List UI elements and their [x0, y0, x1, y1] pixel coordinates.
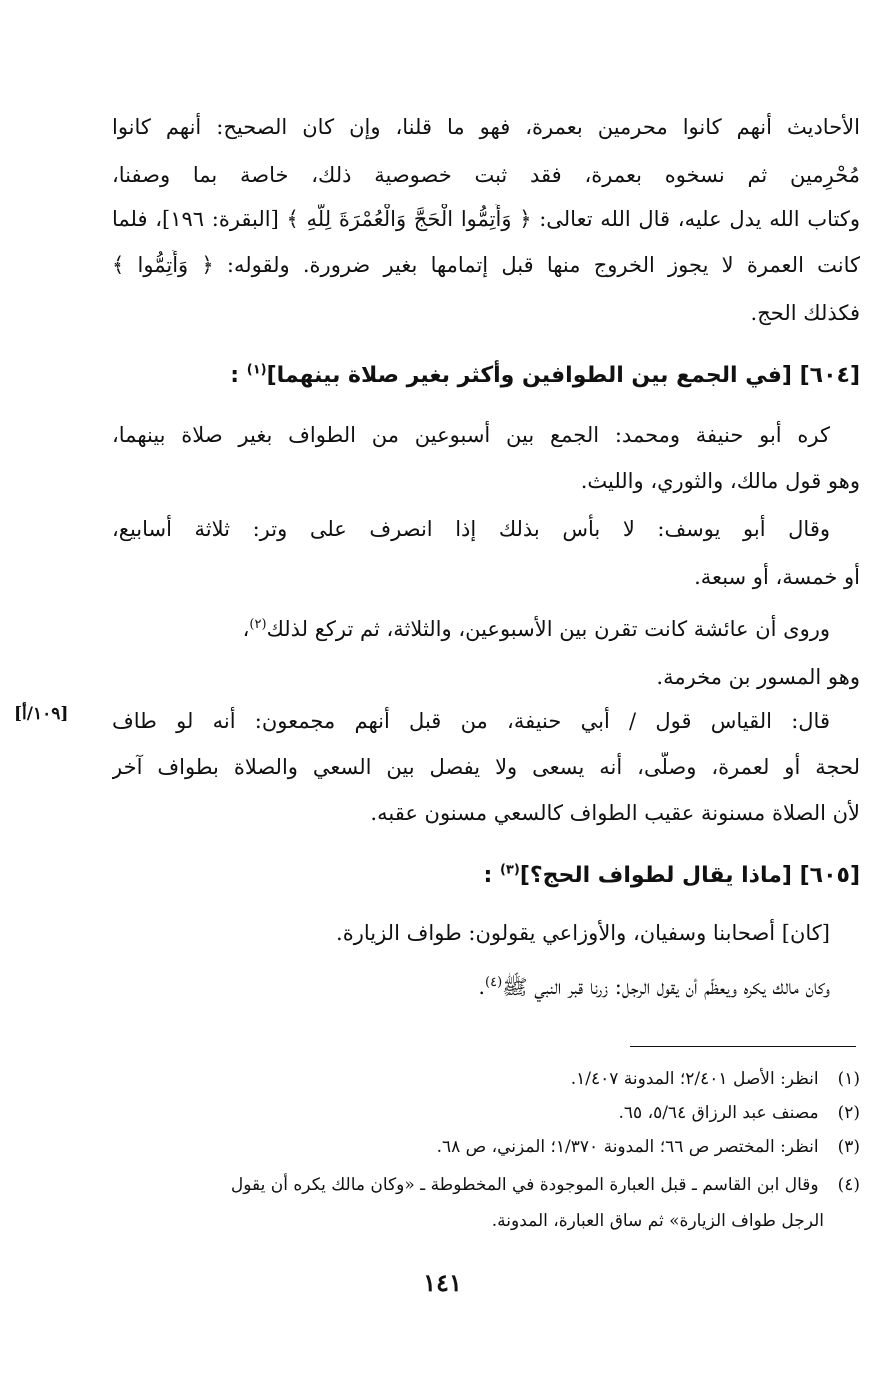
- body-line: وهو قول مالك، والثوري، والليث.: [580, 469, 860, 493]
- heading-text: [٦٠٤] [في الجمع بين الطوافين وأكثر بغير صلاة بينهما]: [266, 363, 860, 388]
- footnote-number: (٤): [837, 1175, 860, 1195]
- body-line: لحجة أو لعمرة، وصلّى، أنه يسعى ولا يفصل بين السعي والصلاة بطواف آخر: [112, 755, 860, 779]
- body-line: [112, 614, 860, 644]
- body-line: وكتاب الله يدل عليه، قال الله تعالى: ﴿ وَأَتِمُّوا الْحَجَّ وَالْعُمْرَةَ لِلَّهِ ﴾ [البقرة: ١٩٦]، فلما: [112, 207, 860, 231]
- section-heading-604: [112, 360, 860, 392]
- footnote-text: مصنف عبد الرزاق ٥/٦٤، ٦٥.: [618, 1103, 819, 1123]
- footnote-ref: (٢): [249, 617, 267, 632]
- body-line: مُحْرِمين ثم نسخوه بعمرة، فقد ثبت خصوصية ذلك، خاصة بما وصفنا،: [112, 163, 860, 187]
- body-line: [112, 972, 860, 1002]
- body-line: وهو المسور بن مخرمة.: [656, 665, 860, 689]
- heading-colon: :: [230, 363, 240, 388]
- body-line: كره أبو حنيفة ومحمد: الجمع بين أسبوعين من الطواف بغير صلاة بينهما،: [112, 423, 830, 447]
- body-line: قال: القياس قول / أبي حنيفة، من قبل أنهم مجمعون: أنه لو طاف: [112, 709, 830, 733]
- footnote-4-continuation: الرجل طواف الزيارة» ثم ساق العبارة، المدونة.: [491, 1211, 824, 1231]
- body-text: وروى أن عائشة كانت تقرن بين الأسبوعين، والثلاثة، ثم تركع لذلك: [266, 617, 830, 641]
- footnote-1: [108, 1064, 860, 1094]
- footnote-number: (٢): [837, 1103, 860, 1123]
- body-text: وكان مالك يكره ويعظّم أن يقول الرجل: زرنا قبر النبي ﷺ: [502, 975, 830, 999]
- body-line: فكذلك الحج.: [750, 301, 860, 325]
- body-line: أو خمسة، أو سبعة.: [694, 565, 860, 589]
- body-punct: ،: [242, 617, 250, 641]
- heading-colon: :: [483, 863, 493, 888]
- footnote-text: انظر: الأصل ٢/٤٠١؛ المدونة ١/٤٠٧.: [570, 1069, 819, 1089]
- body-line: [كان] أصحابنا وسفيان، والأوزاعي يقولون: طواف الزيارة.: [336, 921, 830, 945]
- page-number: ١٤١: [423, 1268, 462, 1297]
- footnote-divider: [630, 1046, 856, 1047]
- section-heading-605: [112, 860, 860, 892]
- footnote-text: وقال ابن القاسم ـ قبل العبارة الموجودة في المخطوطة ـ «وكان مالك يكره أن يقول: [230, 1175, 819, 1195]
- footnote-ref: (١): [246, 362, 267, 378]
- folio-marker: [١٠٩/أ]: [14, 704, 69, 724]
- footnote-ref: (٣): [499, 862, 520, 878]
- footnote-2: [108, 1098, 860, 1128]
- footnote-ref: (٤): [485, 975, 503, 990]
- heading-text: [٦٠٥] [ماذا يقال لطواف الحج؟]: [519, 863, 860, 888]
- footnote-number: (١): [837, 1069, 860, 1089]
- footnote-3: [108, 1132, 860, 1162]
- body-line: وقال أبو يوسف: لا بأس بذلك إذا انصرف على وتر: ثلاثة أسابيع،: [112, 517, 830, 541]
- body-line: كانت العمرة لا يجوز الخروج منها قبل إتمامها بغير ضرورة. ولقوله: ﴿ وَأَتِمُّوا ﴾: [112, 253, 860, 277]
- body-punct: .: [478, 975, 486, 999]
- body-line: لأن الصلاة مسنونة عقيب الطواف كالسعي مسنون عقبه.: [370, 801, 860, 825]
- body-line: الأحاديث أنهم كانوا محرمين بعمرة، فهو ما قلنا، وإن كان الصحيح: أنهم كانوا: [112, 115, 860, 139]
- footnote-4: [108, 1170, 860, 1200]
- footnote-text: انظر: المختصر ص ٦٦؛ المدونة ١/٣٧٠؛ المزني، ص ٦٨.: [436, 1137, 819, 1157]
- footnote-number: (٣): [837, 1137, 860, 1157]
